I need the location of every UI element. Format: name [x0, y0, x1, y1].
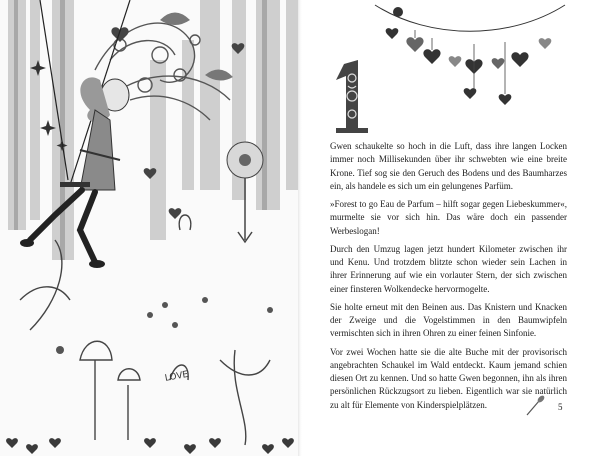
paragraph-5: Vor zwei Wochen hatte sie die alte Buche mit der provisorisch angebrachten Schaukel im Wald entdeckt. Kaum jemand schien diesen Ort zu kennen. Und so hatte Gwen begonnen, ihn als ihren persönlichen Rückzugsort zu lieben. Eigentlich war sie natürlich zu alt für Elemente von Kinderspielplätzen. [330, 346, 567, 410]
paragraph-1: Gwen schaukelte so hoch in die Luft, dass ihre langen Locken immer noch Millisekunden über ihr schwebten wie eine breite Krone. Tief sog sie den Geruch des Bodens und des Baumharzes ein, als handele es sich um ein gelungenes Parfüm. [330, 141, 567, 191]
love-sign-text: LOVE [164, 369, 190, 384]
paragraph-4: Sie holte erneut mit den Beinen aus. Das Knistern und Knacken der Zweige und die Vogelstimmen in den Baumwipfeln vermischten sich in ihren Ohren zu einer feinen Sinfonie. [330, 301, 567, 339]
paragraph-3: Durch den Umzug lagen jetzt hundert Kilometer zwischen ihr und Kenu. Und trotzdem blitzte schon wieder sein Lachen in ihrer Erinnerung auf wie ein vorlauter Stern, der sich zwischen einer finsteren Wolkendecke hervormogelte. [330, 243, 567, 294]
page-number: 5 [558, 402, 563, 412]
chapter-number-ornament [330, 58, 374, 134]
small-flower-ornament [523, 393, 547, 417]
bottom-hearts [6, 438, 294, 454]
chapter-body-text [330, 140, 567, 417]
chapter-number: 1 [350, 102, 354, 108]
paragraph-2: »Forest to go Eau de Parfum – hilft sogar gegen Liebeskummer«, murmelte sie vor sich hin. Das wäre doch ein passender Werbeslogan! [330, 199, 567, 236]
heart-garland-illustration [370, 0, 570, 120]
